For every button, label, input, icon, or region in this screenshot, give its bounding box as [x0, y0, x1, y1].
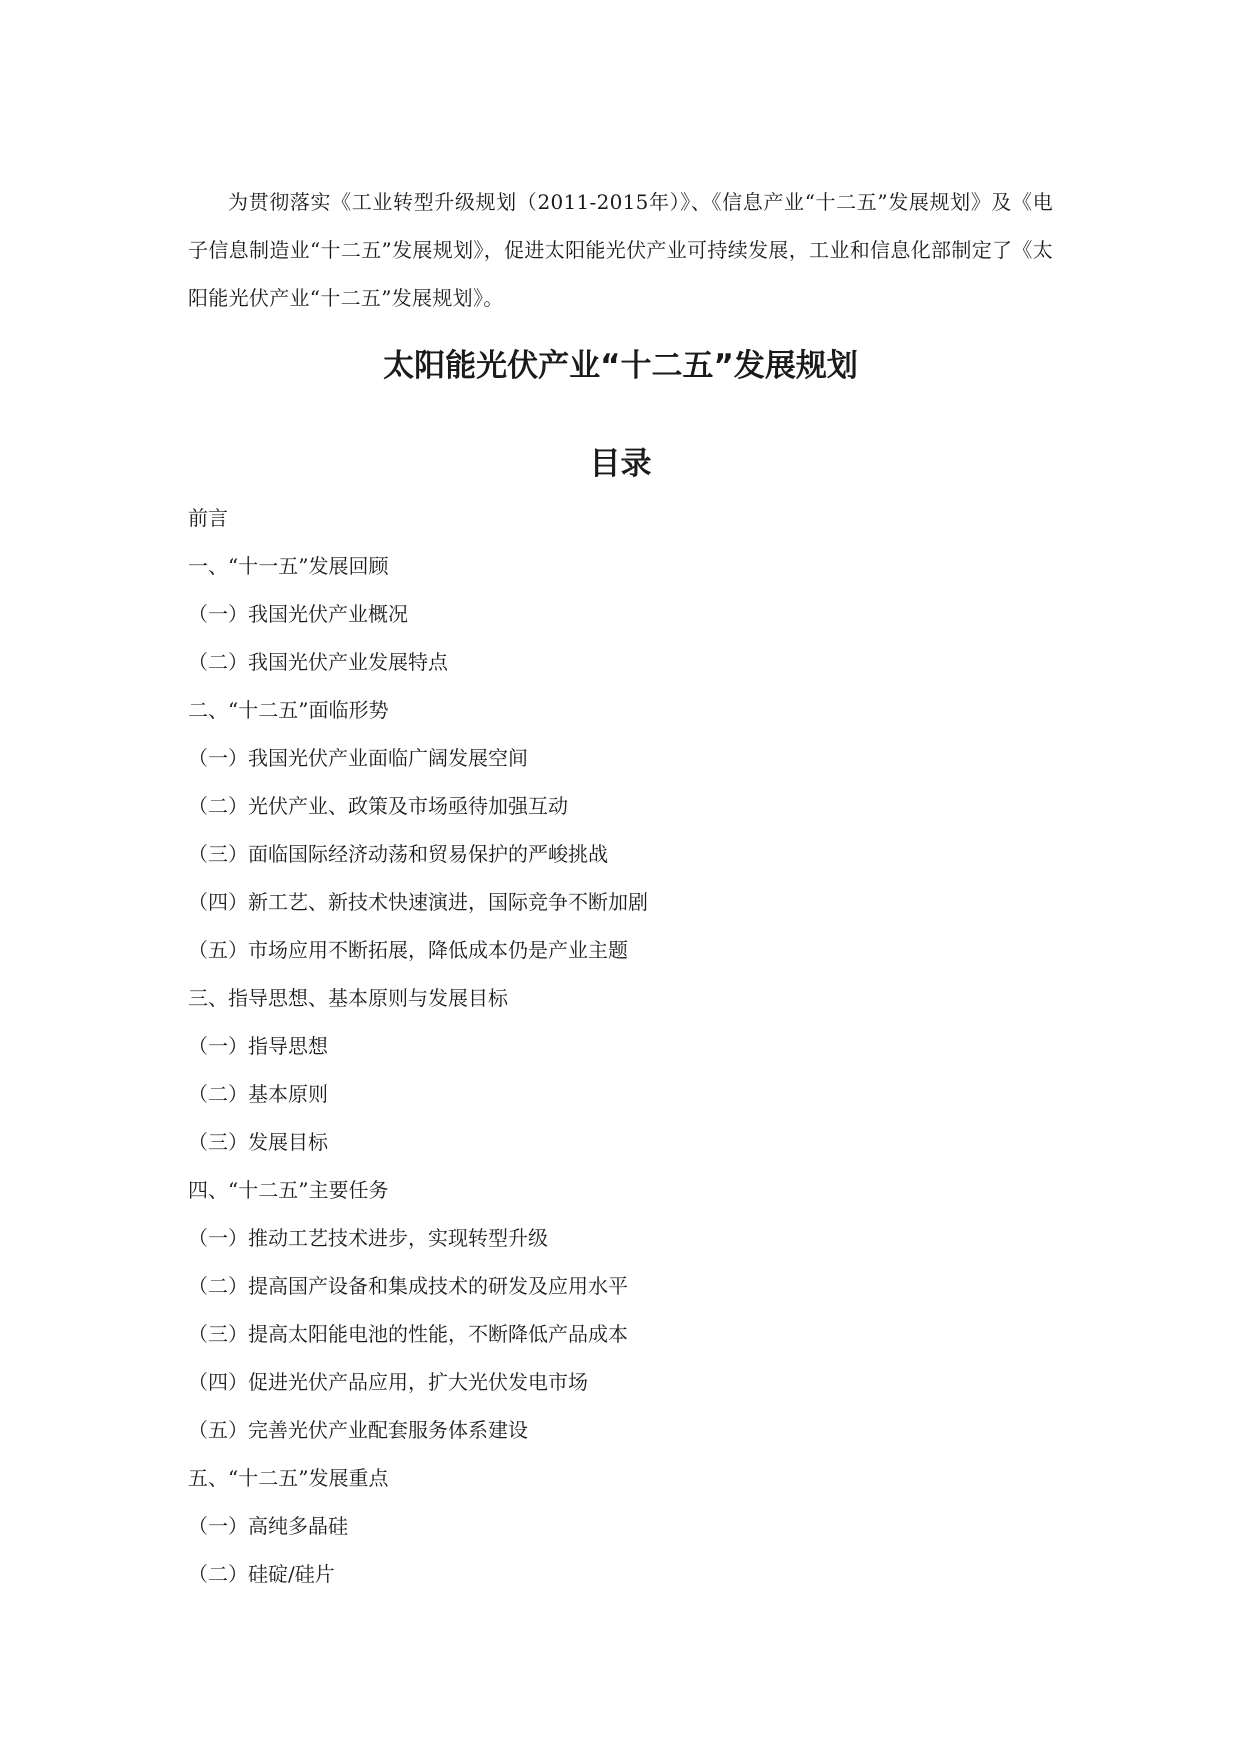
toc-entry: （一）我国光伏产业面临广阔发展空间	[188, 746, 528, 770]
toc-heading: 目录	[589, 446, 652, 482]
toc-entry: （二）基本原则	[188, 1082, 328, 1106]
toc-entry: （五）市场应用不断拓展，降低成本仍是产业主题	[188, 938, 628, 962]
toc-entry: （一）我国光伏产业概况	[188, 602, 408, 626]
toc-entry: 三、指导思想、基本原则与发展目标	[188, 986, 508, 1010]
intro-paragraph: 为贯彻落实《工业转型升级规划（2011-2015年）》、《信息产业“十二五”发展规划》及《电子信息制造业“十二五”发展规划》，促进太阳能光伏产业可持续发展，工业和信息化部制定了《太阳能光伏产业“十二五”发展规划》。	[188, 190, 1053, 310]
toc-entry: 二、“十二五”面临形势	[188, 698, 389, 722]
toc-entry: （四）促进光伏产品应用，扩大光伏发电市场	[188, 1370, 588, 1394]
toc-entry: （二）提高国产设备和集成技术的研发及应用水平	[188, 1274, 628, 1298]
toc-entry: （一）高纯多晶硅	[188, 1514, 348, 1538]
toc-entry: （一）指导思想	[188, 1034, 328, 1058]
toc-entry: 前言	[188, 506, 228, 530]
toc-entry: 五、“十二五”发展重点	[188, 1466, 389, 1490]
toc-entry: （三）发展目标	[188, 1130, 328, 1154]
toc-entry: （二）硅碇/硅片	[188, 1562, 335, 1586]
toc-entry: （三）提高太阳能电池的性能，不断降低产品成本	[188, 1322, 628, 1346]
toc-entry: （二）光伏产业、政策及市场亟待加强互动	[188, 794, 568, 818]
toc-entry: 一、“十一五”发展回顾	[188, 554, 389, 578]
document-title: 太阳能光伏产业“十二五”发展规划	[383, 348, 858, 384]
table-of-contents	[188, 494, 648, 1598]
toc-entry: （五）完善光伏产业配套服务体系建设	[188, 1418, 528, 1442]
toc-entry: （三）面临国际经济动荡和贸易保护的严峻挑战	[188, 842, 608, 866]
toc-entry: （四）新工艺、新技术快速演进，国际竞争不断加剧	[188, 890, 648, 914]
toc-entry: 四、“十二五”主要任务	[188, 1178, 389, 1202]
toc-entry: （二）我国光伏产业发展特点	[188, 650, 448, 674]
toc-entry: （一）推动工艺技术进步，实现转型升级	[188, 1226, 548, 1250]
